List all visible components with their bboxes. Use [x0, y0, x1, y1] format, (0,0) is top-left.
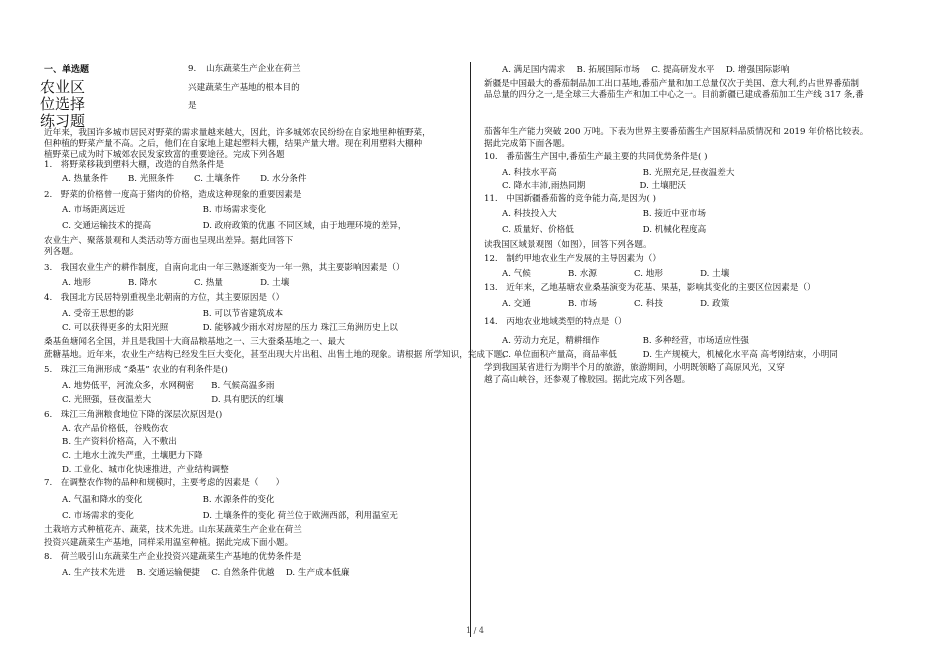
left-text-line: A. 生产技术先进 B. 交通运输便捷 C. 自然条件优越 D. 生产成本低廉	[62, 568, 350, 578]
right-text-line: 11. 中国新疆番茄酱的竞争能力高,是因为( )	[484, 194, 656, 204]
right-text-line: 新疆是中国最大的番茄制品加工出口基地,番茄产量和加工总量仅次于美国、意大利,约占世界番茄制	[484, 79, 859, 89]
left-text-line: A. 地形 B. 降水 C. 热量 D. 土壤	[62, 278, 290, 288]
left-text-line: C. 交通运输技术的提高 D. 政府政策的优惠 不同区域，由于地理环境的差异，	[62, 221, 407, 231]
right-text-line: 10. 番茄酱生产国中,番茄生产最主要的共同优势条件是( )	[484, 152, 708, 162]
left-text-line: 投资兴建蔬菜生产基地，同样采用温室种植。据此完成下面小题。	[44, 538, 294, 548]
left-text-line: 2. 野菜的价格曾一度高于猪肉的价格，造成这种现象的重要因素是	[44, 190, 302, 200]
right-text-line: A. 科技投入大 B. 接近中亚市场	[502, 209, 706, 219]
left-text-line: 近年来，我国许多城市居民对野菜的需求量越来越大，因此，许多城郊农民纷纷在自家地里种植野菜，	[44, 128, 431, 138]
right-text-line: 据此完成第下面各题。	[484, 139, 570, 149]
left-text-line: A. 市场距离远近 B. 市场需求变化	[62, 205, 266, 215]
title-line-2: 位选择	[40, 95, 86, 113]
q9-number: 9.	[188, 64, 197, 74]
right-text-line: 14. 丙地农业地域类型的特点是（）	[484, 317, 627, 327]
right-text-line: 读我国区域景观图（如图），回答下列各题。	[484, 240, 652, 250]
left-text-line: 4. 我国北方民居特别重视坐北朝南的方位，其主要原因是（）	[44, 293, 285, 303]
left-text-line: A. 地势低平，河流众多，水网稠密 B. 气候高温多雨	[62, 381, 275, 391]
right-text-line: A. 科技水平高 B. 光照充足,昼夜温差大	[502, 168, 735, 178]
left-text-line: C. 光照强，昼夜温差大 D. 具有肥沃的红壤	[62, 395, 284, 405]
section-heading: 一、单选题	[44, 65, 90, 75]
q9-text-3: 是	[188, 101, 197, 111]
left-text-line: 6. 珠江三角洲粮食地位下降的深层次原因是()	[44, 410, 223, 420]
page-number: 1 / 4	[466, 626, 484, 635]
right-text-line: 越了高山峡谷，还参观了橡胶园。据此完成下列各题。	[484, 375, 691, 385]
left-text-line: 列各题。	[44, 247, 79, 257]
left-text-line: C. 可以获得更多的太阳光照 D. 能够减少雨水对房屋的压力 珠江三角洲历史上以	[62, 323, 398, 333]
left-text-line: 蔗糖基地。近年来，农业生产结构已经发生巨大变化，甚至出现大片出租、出售土地的现象。请根据 所学知识，完成下题。	[44, 350, 511, 360]
right-text-line: A. 满足国内需求 B. 拓展国际市场 C. 提高研发水平 D. 增强国际影响	[502, 65, 790, 75]
title-line-3: 练习题	[40, 112, 86, 130]
left-text-line: 但种植的野菜产量不高。之后，他们在自家地上建起塑料大棚，结果产量大增。现在利用塑料大棚种	[44, 139, 423, 149]
left-text-line: 8. 荷兰吸引山东蔬菜生产企业投资兴建蔬菜生产基地的优势条件是	[44, 552, 302, 562]
left-text-line: 1. 将野菜移栽到塑料大棚，改造的自然条件是	[44, 160, 225, 170]
right-text-line: 茄酱年生产能力突破 200 万吨。下表为世界主要番茄酱生产国原料品质情况和 2019 年价格比较表。	[484, 127, 869, 137]
left-text-line: A. 农产品价格低，谷贱伤农	[62, 424, 169, 434]
right-text-line: 13. 近年来，乙地基塘农业桑基演变为花基、果基，影响其变化的主要区位因素是（）	[484, 283, 816, 293]
left-text-line: 植野菜已成为时下城郊农民发家致富的重要途径。完成下列各题	[44, 150, 285, 160]
right-text-line: A. 劳动力充足，精耕细作 B. 多种经营，市场适应性强	[502, 336, 749, 346]
left-text-line: B. 生产资料价格高，入不敷出	[62, 437, 177, 447]
q9-text-1: 山东蔬菜生产企业在荷兰	[206, 64, 301, 74]
left-text-line: A. 受帝王思想的影 B. 可以节省建筑成本	[62, 309, 284, 319]
left-text-line: 7. 在调整农作物的品种和规模时，主要考虑的因素是（ ）	[44, 478, 285, 488]
right-text-line: A. 交通 B. 市场 C. 科技 D. 政策	[502, 299, 730, 309]
left-text-line: A. 热量条件 B. 光照条件 C. 土壤条件 D. 水分条件	[62, 174, 307, 184]
left-text-line: 5. 珠江三角洲形成 “桑基” 农业的有利条件是()	[44, 365, 228, 375]
left-text-line: A. 气温和降水的变化 B. 水源条件的变化	[62, 495, 275, 505]
q9-text-2: 兴建蔬菜生产基地的根本目的	[188, 83, 300, 93]
left-text-line: C. 市场需求的变化 D. 土壤条件的变化 荷兰位于欧洲西部，利用温室无	[62, 511, 398, 521]
title-line-1: 农业区	[40, 78, 86, 96]
right-text-line: 12. 制约甲地农业生产发展的主导因素为（）	[484, 254, 661, 264]
right-text-line: 学到我国某省进行为期半个月的旅游，旅游期间，小明既领略了高原风光，又穿	[484, 363, 785, 373]
left-text-line: 桑基鱼塘闻名全国，并且是我国十大商品粮基地之一、三大蚕桑基地之一、最大	[44, 337, 345, 347]
right-text-line: C. 质量好、价格低 D. 机械化程度高	[502, 225, 707, 235]
left-text-line: D. 工业化、城市化快速推进，产业结构调整	[62, 465, 229, 475]
right-text-line: 品总量的四分之一,是全球三大番茄生产和加工中心之一。目前新疆已建成番茄加工生产线 317 条,番	[484, 90, 864, 100]
left-text-line: 土栽培方式种植花卉、蔬菜，技术先进。山东某蔬菜生产企业在荷兰	[44, 525, 302, 535]
left-text-line: 农业生产、聚落景观和人类活动等方面也呈现出差异。据此回答下	[44, 236, 294, 246]
left-text-line: C. 土地水土流失严重，土壤肥力下降	[62, 451, 203, 461]
right-text-line: C. 单位面积产量高，商品率低 D. 生产规模大，机械化水平高 高考刚结束，小明同	[502, 350, 838, 360]
left-text-line: 3. 我国农业生产的耕作制度，自南向北由一年三熟逐渐变为一年一熟，其主要影响因素是（）	[44, 263, 405, 273]
right-text-line: C. 降水丰沛,雨热同期 D. 土壤肥沃	[502, 181, 686, 191]
right-text-line: A. 气候 B. 水源 C. 地形 D. 土壤	[502, 269, 730, 279]
